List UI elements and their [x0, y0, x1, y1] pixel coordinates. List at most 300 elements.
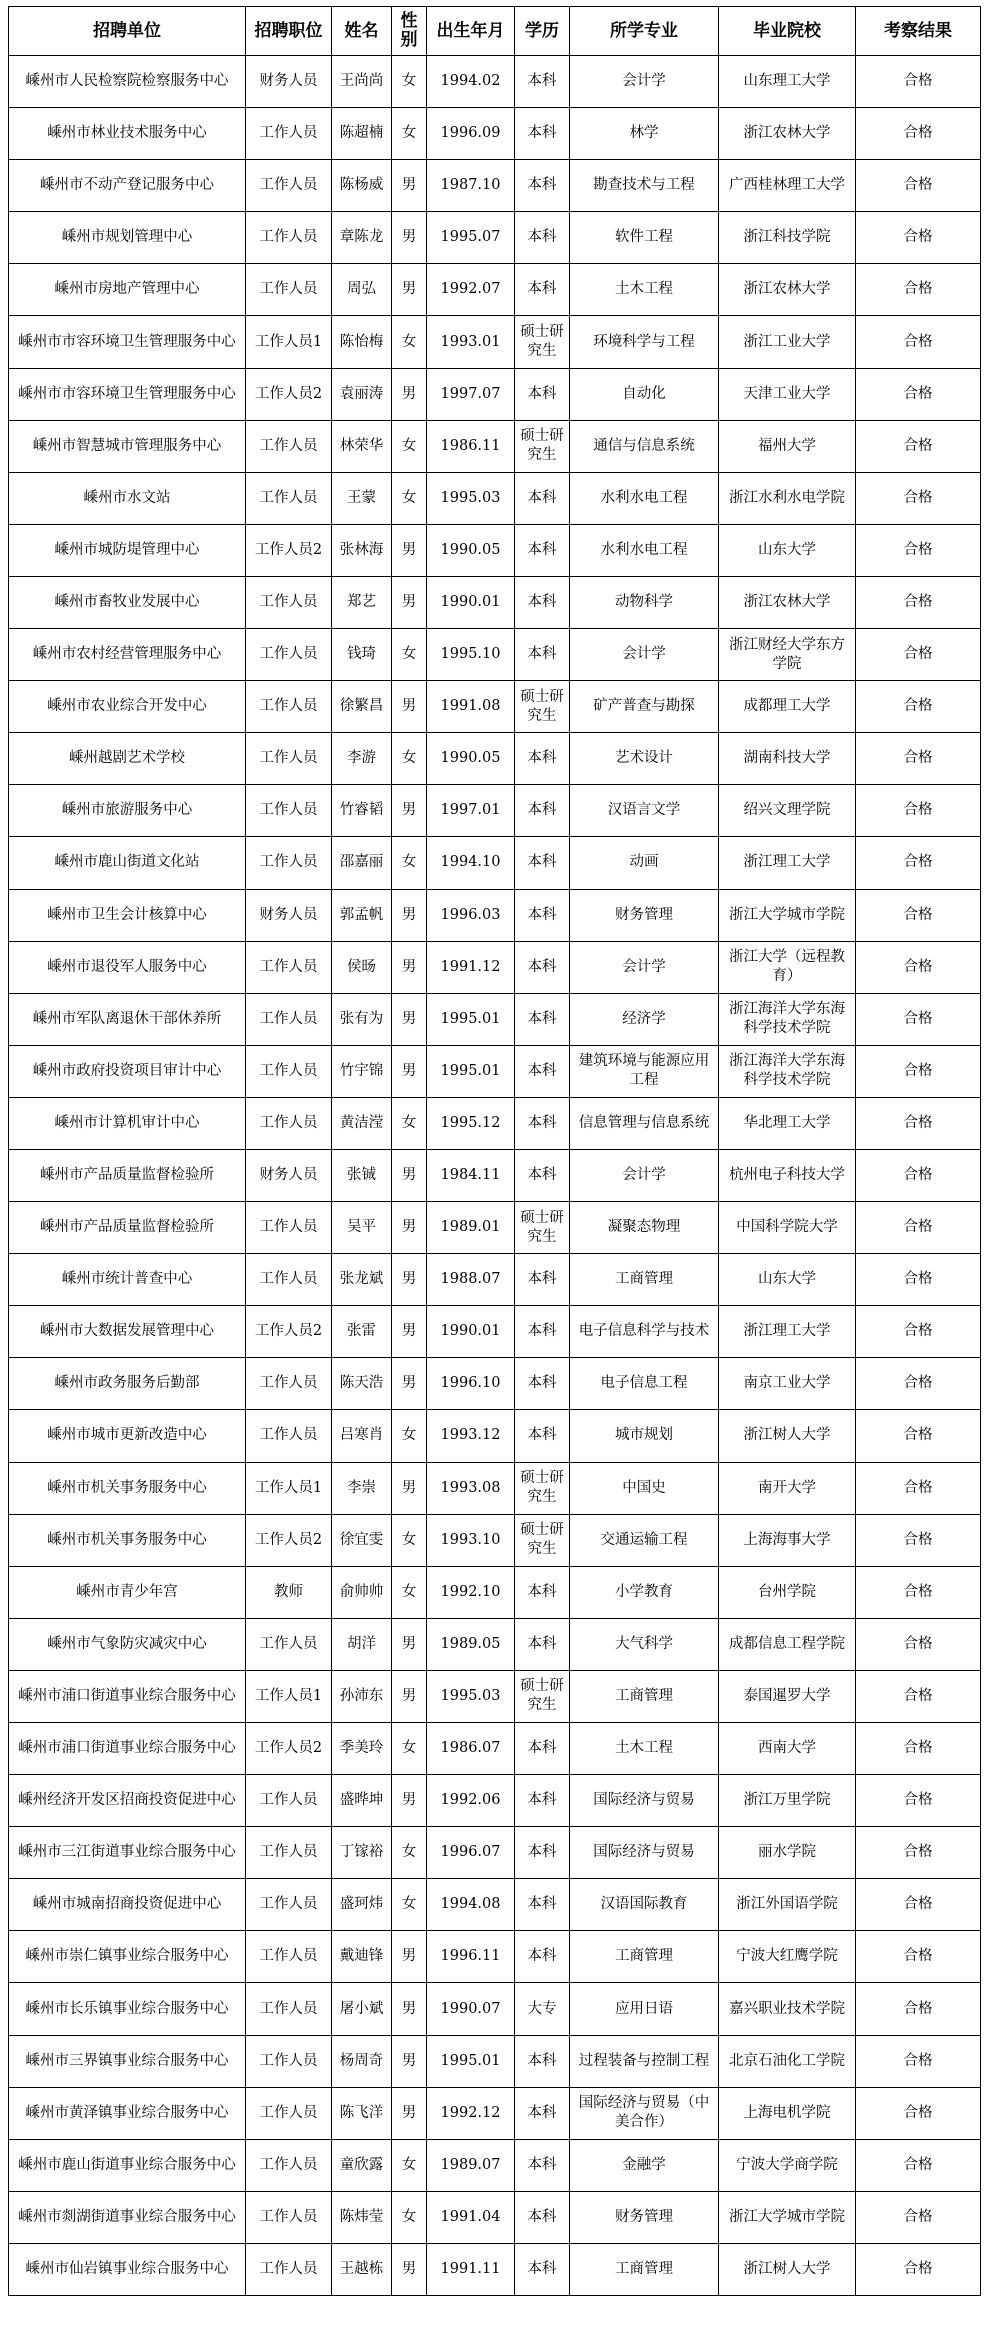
unit-cell: 嵊州市黄泽镇事业综合服务中心 — [9, 2087, 246, 2139]
education-cell: 本科 — [515, 264, 570, 316]
gender-cell: 女 — [392, 629, 427, 681]
position-cell: 工作人员2 — [246, 368, 332, 420]
gender-cell: 男 — [392, 785, 427, 837]
school-cell: 中国科学院大学 — [719, 1202, 856, 1254]
result-cell: 合格 — [856, 1462, 981, 1514]
birth-cell: 1990.07 — [427, 1983, 515, 2035]
table-row — [9, 1879, 981, 1931]
school-cell: 浙江大学城市学院 — [719, 2191, 856, 2243]
education-cell: 本科 — [515, 1410, 570, 1462]
table-row — [9, 212, 981, 264]
table-row — [9, 1514, 981, 1566]
unit-cell: 嵊州市产品质量监督检验所 — [9, 1149, 246, 1201]
table-row — [9, 576, 981, 628]
result-cell: 合格 — [856, 1254, 981, 1306]
position-cell: 工作人员 — [246, 1045, 332, 1097]
unit-cell: 嵊州市产品质量监督检验所 — [9, 1202, 246, 1254]
position-cell: 工作人员 — [246, 2191, 332, 2243]
education-cell: 本科 — [515, 1931, 570, 1983]
education-cell: 硕士研究生 — [515, 681, 570, 733]
birth-cell: 1994.02 — [427, 56, 515, 108]
result-cell: 合格 — [856, 1931, 981, 1983]
header-col-education: 学历 — [515, 7, 570, 56]
table-row — [9, 629, 981, 681]
name-cell: 杨周奇 — [332, 2035, 392, 2087]
school-cell: 浙江海洋大学东海科学技术学院 — [719, 993, 856, 1045]
name-cell: 丁镓裕 — [332, 1827, 392, 1879]
school-cell: 山东大学 — [719, 1254, 856, 1306]
result-cell: 合格 — [856, 1097, 981, 1149]
position-cell: 工作人员 — [246, 2139, 332, 2191]
school-cell: 湖南科技大学 — [719, 733, 856, 785]
table-row — [9, 941, 981, 993]
major-cell: 土木工程 — [570, 1723, 719, 1775]
school-cell: 北京石油化工学院 — [719, 2035, 856, 2087]
table-row — [9, 1670, 981, 1722]
table-row — [9, 1202, 981, 1254]
unit-cell: 嵊州市鹿山街道事业综合服务中心 — [9, 2139, 246, 2191]
education-cell: 本科 — [515, 1827, 570, 1879]
unit-cell: 嵊州市军队离退休干部休养所 — [9, 993, 246, 1045]
education-cell: 本科 — [515, 1358, 570, 1410]
gender-cell: 女 — [392, 1827, 427, 1879]
position-cell: 工作人员1 — [246, 1462, 332, 1514]
result-cell: 合格 — [856, 1670, 981, 1722]
major-cell: 金融学 — [570, 2139, 719, 2191]
school-cell: 浙江理工大学 — [719, 837, 856, 889]
birth-cell: 1990.01 — [427, 1306, 515, 1358]
birth-cell: 1996.09 — [427, 108, 515, 160]
result-cell: 合格 — [856, 2139, 981, 2191]
table-row — [9, 1723, 981, 1775]
gender-cell: 女 — [392, 837, 427, 889]
name-cell: 胡洋 — [332, 1618, 392, 1670]
result-cell: 合格 — [856, 56, 981, 108]
result-cell: 合格 — [856, 1827, 981, 1879]
unit-cell: 嵊州市人民检察院检察服务中心 — [9, 56, 246, 108]
school-cell: 浙江农林大学 — [719, 264, 856, 316]
unit-cell: 嵊州经济开发区招商投资促进中心 — [9, 1775, 246, 1827]
education-cell: 本科 — [515, 2191, 570, 2243]
table-row — [9, 785, 981, 837]
table-row — [9, 1983, 981, 2035]
school-cell: 浙江海洋大学东海科学技术学院 — [719, 1045, 856, 1097]
gender-cell: 男 — [392, 2087, 427, 2139]
education-cell: 本科 — [515, 941, 570, 993]
education-cell: 大专 — [515, 1983, 570, 2035]
gender-cell: 男 — [392, 1462, 427, 1514]
gender-cell: 女 — [392, 108, 427, 160]
unit-cell: 嵊州市鹿山街道文化站 — [9, 837, 246, 889]
education-cell: 本科 — [515, 785, 570, 837]
school-cell: 浙江万里学院 — [719, 1775, 856, 1827]
table-row — [9, 1254, 981, 1306]
education-cell: 本科 — [515, 837, 570, 889]
name-cell: 陈怡梅 — [332, 316, 392, 368]
name-cell: 戴迪锋 — [332, 1931, 392, 1983]
birth-cell: 1995.03 — [427, 1670, 515, 1722]
name-cell: 徐宜雯 — [332, 1514, 392, 1566]
gender-cell: 女 — [392, 2139, 427, 2191]
major-cell: 财务管理 — [570, 889, 719, 941]
table-row — [9, 1149, 981, 1201]
result-cell: 合格 — [856, 1723, 981, 1775]
major-cell: 环境科学与工程 — [570, 316, 719, 368]
major-cell: 汉语国际教育 — [570, 1879, 719, 1931]
position-cell: 教师 — [246, 1566, 332, 1618]
header-col-name: 姓名 — [332, 7, 392, 56]
table-row — [9, 2243, 981, 2295]
gender-cell: 男 — [392, 1618, 427, 1670]
table-row — [9, 316, 981, 368]
table-row — [9, 2087, 981, 2139]
result-cell: 合格 — [856, 420, 981, 472]
birth-cell: 1996.10 — [427, 1358, 515, 1410]
position-cell: 工作人员 — [246, 472, 332, 524]
result-cell: 合格 — [856, 2243, 981, 2295]
result-cell: 合格 — [856, 941, 981, 993]
name-cell: 季美玲 — [332, 1723, 392, 1775]
table-row — [9, 1566, 981, 1618]
position-cell: 工作人员 — [246, 1618, 332, 1670]
name-cell: 黄洁滢 — [332, 1097, 392, 1149]
education-cell: 本科 — [515, 1045, 570, 1097]
birth-cell: 1995.03 — [427, 472, 515, 524]
education-cell: 本科 — [515, 2243, 570, 2295]
unit-cell: 嵊州市卫生会计核算中心 — [9, 889, 246, 941]
unit-cell: 嵊州市房地产管理中心 — [9, 264, 246, 316]
position-cell: 工作人员 — [246, 264, 332, 316]
education-cell: 本科 — [515, 1879, 570, 1931]
school-cell: 杭州电子科技大学 — [719, 1149, 856, 1201]
position-cell: 工作人员 — [246, 733, 332, 785]
gender-cell: 女 — [392, 1410, 427, 1462]
education-cell: 本科 — [515, 212, 570, 264]
table-row — [9, 472, 981, 524]
unit-cell: 嵊州市计算机审计中心 — [9, 1097, 246, 1149]
major-cell: 工商管理 — [570, 1670, 719, 1722]
birth-cell: 1993.12 — [427, 1410, 515, 1462]
table-row — [9, 2139, 981, 2191]
gender-cell: 女 — [392, 420, 427, 472]
name-cell: 俞帅帅 — [332, 1566, 392, 1618]
major-cell: 土木工程 — [570, 264, 719, 316]
position-cell: 财务人员 — [246, 889, 332, 941]
birth-cell: 1992.12 — [427, 2087, 515, 2139]
birth-cell: 1996.11 — [427, 1931, 515, 1983]
school-cell: 浙江财经大学东方学院 — [719, 629, 856, 681]
education-cell: 本科 — [515, 733, 570, 785]
name-cell: 孙沛东 — [332, 1670, 392, 1722]
birth-cell: 1996.07 — [427, 1827, 515, 1879]
major-cell: 软件工程 — [570, 212, 719, 264]
education-cell: 本科 — [515, 576, 570, 628]
gender-cell: 男 — [392, 524, 427, 576]
education-cell: 本科 — [515, 1723, 570, 1775]
name-cell: 王尚尚 — [332, 56, 392, 108]
school-cell: 嘉兴职业技术学院 — [719, 1983, 856, 2035]
name-cell: 盛珂炜 — [332, 1879, 392, 1931]
unit-cell: 嵊州市浦口街道事业综合服务中心 — [9, 1723, 246, 1775]
unit-cell: 嵊州市退役军人服务中心 — [9, 941, 246, 993]
school-cell: 西南大学 — [719, 1723, 856, 1775]
birth-cell: 1995.07 — [427, 212, 515, 264]
position-cell: 工作人员 — [246, 1827, 332, 1879]
education-cell: 本科 — [515, 2087, 570, 2139]
education-cell: 本科 — [515, 2139, 570, 2191]
name-cell: 林荣华 — [332, 420, 392, 472]
result-cell: 合格 — [856, 108, 981, 160]
major-cell: 过程装备与控制工程 — [570, 2035, 719, 2087]
position-cell: 工作人员1 — [246, 1670, 332, 1722]
school-cell: 浙江树人大学 — [719, 2243, 856, 2295]
header-col-gender: 性别 — [392, 7, 427, 56]
table-row — [9, 837, 981, 889]
unit-cell: 嵊州市大数据发展管理中心 — [9, 1306, 246, 1358]
education-cell: 本科 — [515, 108, 570, 160]
major-cell: 动物科学 — [570, 576, 719, 628]
unit-cell: 嵊州市城市更新改造中心 — [9, 1410, 246, 1462]
unit-cell: 嵊州市农村经营管理服务中心 — [9, 629, 246, 681]
position-cell: 工作人员 — [246, 1202, 332, 1254]
school-cell: 天津工业大学 — [719, 368, 856, 420]
birth-cell: 1986.11 — [427, 420, 515, 472]
gender-cell: 男 — [392, 1202, 427, 1254]
table-row — [9, 56, 981, 108]
education-cell: 硕士研究生 — [515, 1514, 570, 1566]
education-cell: 本科 — [515, 2035, 570, 2087]
gender-cell: 女 — [392, 472, 427, 524]
name-cell: 吴平 — [332, 1202, 392, 1254]
education-cell: 本科 — [515, 1566, 570, 1618]
major-cell: 会计学 — [570, 941, 719, 993]
position-cell: 工作人员 — [246, 1931, 332, 1983]
result-cell: 合格 — [856, 1879, 981, 1931]
table-row — [9, 1462, 981, 1514]
school-cell: 上海海事大学 — [719, 1514, 856, 1566]
position-cell: 工作人员 — [246, 993, 332, 1045]
education-cell: 本科 — [515, 524, 570, 576]
position-cell: 财务人员 — [246, 56, 332, 108]
education-cell: 本科 — [515, 56, 570, 108]
education-cell: 本科 — [515, 1097, 570, 1149]
gender-cell: 男 — [392, 576, 427, 628]
table-row — [9, 108, 981, 160]
name-cell: 钱琦 — [332, 629, 392, 681]
gender-cell: 男 — [392, 1045, 427, 1097]
header-col-position: 招聘职位 — [246, 7, 332, 56]
major-cell: 矿产普查与勘探 — [570, 681, 719, 733]
name-cell: 盛晔坤 — [332, 1775, 392, 1827]
name-cell: 邵嘉丽 — [332, 837, 392, 889]
position-cell: 工作人员 — [246, 108, 332, 160]
major-cell: 经济学 — [570, 993, 719, 1045]
position-cell: 工作人员2 — [246, 1723, 332, 1775]
table-row — [9, 1097, 981, 1149]
major-cell: 动画 — [570, 837, 719, 889]
gender-cell: 男 — [392, 1149, 427, 1201]
result-cell: 合格 — [856, 2087, 981, 2139]
birth-cell: 1995.01 — [427, 2035, 515, 2087]
education-cell: 硕士研究生 — [515, 420, 570, 472]
result-cell: 合格 — [856, 576, 981, 628]
birth-cell: 1990.05 — [427, 733, 515, 785]
major-cell: 交通运输工程 — [570, 1514, 719, 1566]
position-cell: 工作人员 — [246, 1983, 332, 2035]
gender-cell: 男 — [392, 1358, 427, 1410]
unit-cell: 嵊州市市容环境卫生管理服务中心 — [9, 368, 246, 420]
position-cell: 工作人员 — [246, 837, 332, 889]
major-cell: 信息管理与信息系统 — [570, 1097, 719, 1149]
major-cell: 工商管理 — [570, 1931, 719, 1983]
table-row — [9, 1045, 981, 1097]
name-cell: 徐繁昌 — [332, 681, 392, 733]
birth-cell: 1991.08 — [427, 681, 515, 733]
position-cell: 工作人员2 — [246, 524, 332, 576]
position-cell: 工作人员 — [246, 1254, 332, 1306]
school-cell: 浙江理工大学 — [719, 1306, 856, 1358]
birth-cell: 1992.07 — [427, 264, 515, 316]
major-cell: 艺术设计 — [570, 733, 719, 785]
unit-cell: 嵊州市旅游服务中心 — [9, 785, 246, 837]
major-cell: 会计学 — [570, 1149, 719, 1201]
major-cell: 城市规划 — [570, 1410, 719, 1462]
school-cell: 宁波大学商学院 — [719, 2139, 856, 2191]
major-cell: 水利水电工程 — [570, 472, 719, 524]
major-cell: 勘查技术与工程 — [570, 160, 719, 212]
major-cell: 财务管理 — [570, 2191, 719, 2243]
education-cell: 硕士研究生 — [515, 1670, 570, 1722]
unit-cell: 嵊州市农业综合开发中心 — [9, 681, 246, 733]
position-cell: 工作人员 — [246, 1358, 332, 1410]
table-row — [9, 1410, 981, 1462]
result-cell: 合格 — [856, 681, 981, 733]
school-cell: 山东理工大学 — [719, 56, 856, 108]
result-cell: 合格 — [856, 1410, 981, 1462]
major-cell: 工商管理 — [570, 1254, 719, 1306]
major-cell: 自动化 — [570, 368, 719, 420]
result-cell: 合格 — [856, 264, 981, 316]
school-cell: 丽水学院 — [719, 1827, 856, 1879]
gender-cell: 女 — [392, 1514, 427, 1566]
unit-cell: 嵊州市城南招商投资促进中心 — [9, 1879, 246, 1931]
unit-cell: 嵊州市畜牧业发展中心 — [9, 576, 246, 628]
position-cell: 工作人员 — [246, 2243, 332, 2295]
education-cell: 本科 — [515, 1306, 570, 1358]
table-row — [9, 1931, 981, 1983]
major-cell: 电子信息科学与技术 — [570, 1306, 719, 1358]
major-cell: 大气科学 — [570, 1618, 719, 1670]
birth-cell: 1997.01 — [427, 785, 515, 837]
birth-cell: 1989.01 — [427, 1202, 515, 1254]
table-row — [9, 264, 981, 316]
education-cell: 硕士研究生 — [515, 1202, 570, 1254]
result-cell: 合格 — [856, 837, 981, 889]
result-cell: 合格 — [856, 733, 981, 785]
unit-cell: 嵊州市政府投资项目审计中心 — [9, 1045, 246, 1097]
result-cell: 合格 — [856, 212, 981, 264]
school-cell: 绍兴文理学院 — [719, 785, 856, 837]
position-cell: 工作人员 — [246, 785, 332, 837]
result-cell: 合格 — [856, 1306, 981, 1358]
birth-cell: 1994.08 — [427, 1879, 515, 1931]
education-cell: 本科 — [515, 993, 570, 1045]
result-cell: 合格 — [856, 1775, 981, 1827]
birth-cell: 1987.10 — [427, 160, 515, 212]
unit-cell: 嵊州市政务服务后勤部 — [9, 1358, 246, 1410]
result-cell: 合格 — [856, 993, 981, 1045]
position-cell: 工作人员 — [246, 160, 332, 212]
unit-cell: 嵊州市机关事务服务中心 — [9, 1462, 246, 1514]
birth-cell: 1989.07 — [427, 2139, 515, 2191]
birth-cell: 1991.04 — [427, 2191, 515, 2243]
school-cell: 福州大学 — [719, 420, 856, 472]
name-cell: 张雷 — [332, 1306, 392, 1358]
major-cell: 小学教育 — [570, 1566, 719, 1618]
major-cell: 中国史 — [570, 1462, 719, 1514]
education-cell: 本科 — [515, 472, 570, 524]
unit-cell: 嵊州市不动产登记服务中心 — [9, 160, 246, 212]
school-cell: 浙江树人大学 — [719, 1410, 856, 1462]
major-cell: 国际经济与贸易（中美合作） — [570, 2087, 719, 2139]
table-row — [9, 420, 981, 472]
gender-cell: 女 — [392, 733, 427, 785]
table-row — [9, 1775, 981, 1827]
position-cell: 工作人员 — [246, 1775, 332, 1827]
education-cell: 本科 — [515, 160, 570, 212]
school-cell: 泰国暹罗大学 — [719, 1670, 856, 1722]
education-cell: 本科 — [515, 1254, 570, 1306]
major-cell: 林学 — [570, 108, 719, 160]
birth-cell: 1993.08 — [427, 1462, 515, 1514]
major-cell: 工商管理 — [570, 2243, 719, 2295]
result-cell: 合格 — [856, 1983, 981, 2035]
position-cell: 工作人员 — [246, 212, 332, 264]
gender-cell: 男 — [392, 160, 427, 212]
position-cell: 工作人员 — [246, 576, 332, 628]
table-row — [9, 1358, 981, 1410]
birth-cell: 1989.05 — [427, 1618, 515, 1670]
gender-cell: 男 — [392, 681, 427, 733]
birth-cell: 1991.11 — [427, 2243, 515, 2295]
header-col-major: 所学专业 — [570, 7, 719, 56]
gender-cell: 男 — [392, 1670, 427, 1722]
table-row — [9, 2035, 981, 2087]
education-cell: 本科 — [515, 368, 570, 420]
unit-cell: 嵊州市林业技术服务中心 — [9, 108, 246, 160]
name-cell: 吕寒肖 — [332, 1410, 392, 1462]
position-cell: 工作人员 — [246, 941, 332, 993]
school-cell: 南开大学 — [719, 1462, 856, 1514]
name-cell: 郭孟帆 — [332, 889, 392, 941]
name-cell: 郑艺 — [332, 576, 392, 628]
table-row — [9, 681, 981, 733]
result-cell: 合格 — [856, 2191, 981, 2243]
birth-cell: 1990.01 — [427, 576, 515, 628]
name-cell: 陈超楠 — [332, 108, 392, 160]
position-cell: 工作人员 — [246, 681, 332, 733]
result-cell: 合格 — [856, 1618, 981, 1670]
education-cell: 本科 — [515, 629, 570, 681]
major-cell: 会计学 — [570, 629, 719, 681]
birth-cell: 1990.05 — [427, 524, 515, 576]
result-cell: 合格 — [856, 524, 981, 576]
gender-cell: 男 — [392, 1306, 427, 1358]
school-cell: 山东大学 — [719, 524, 856, 576]
school-cell: 成都理工大学 — [719, 681, 856, 733]
result-cell: 合格 — [856, 889, 981, 941]
gender-cell: 男 — [392, 212, 427, 264]
